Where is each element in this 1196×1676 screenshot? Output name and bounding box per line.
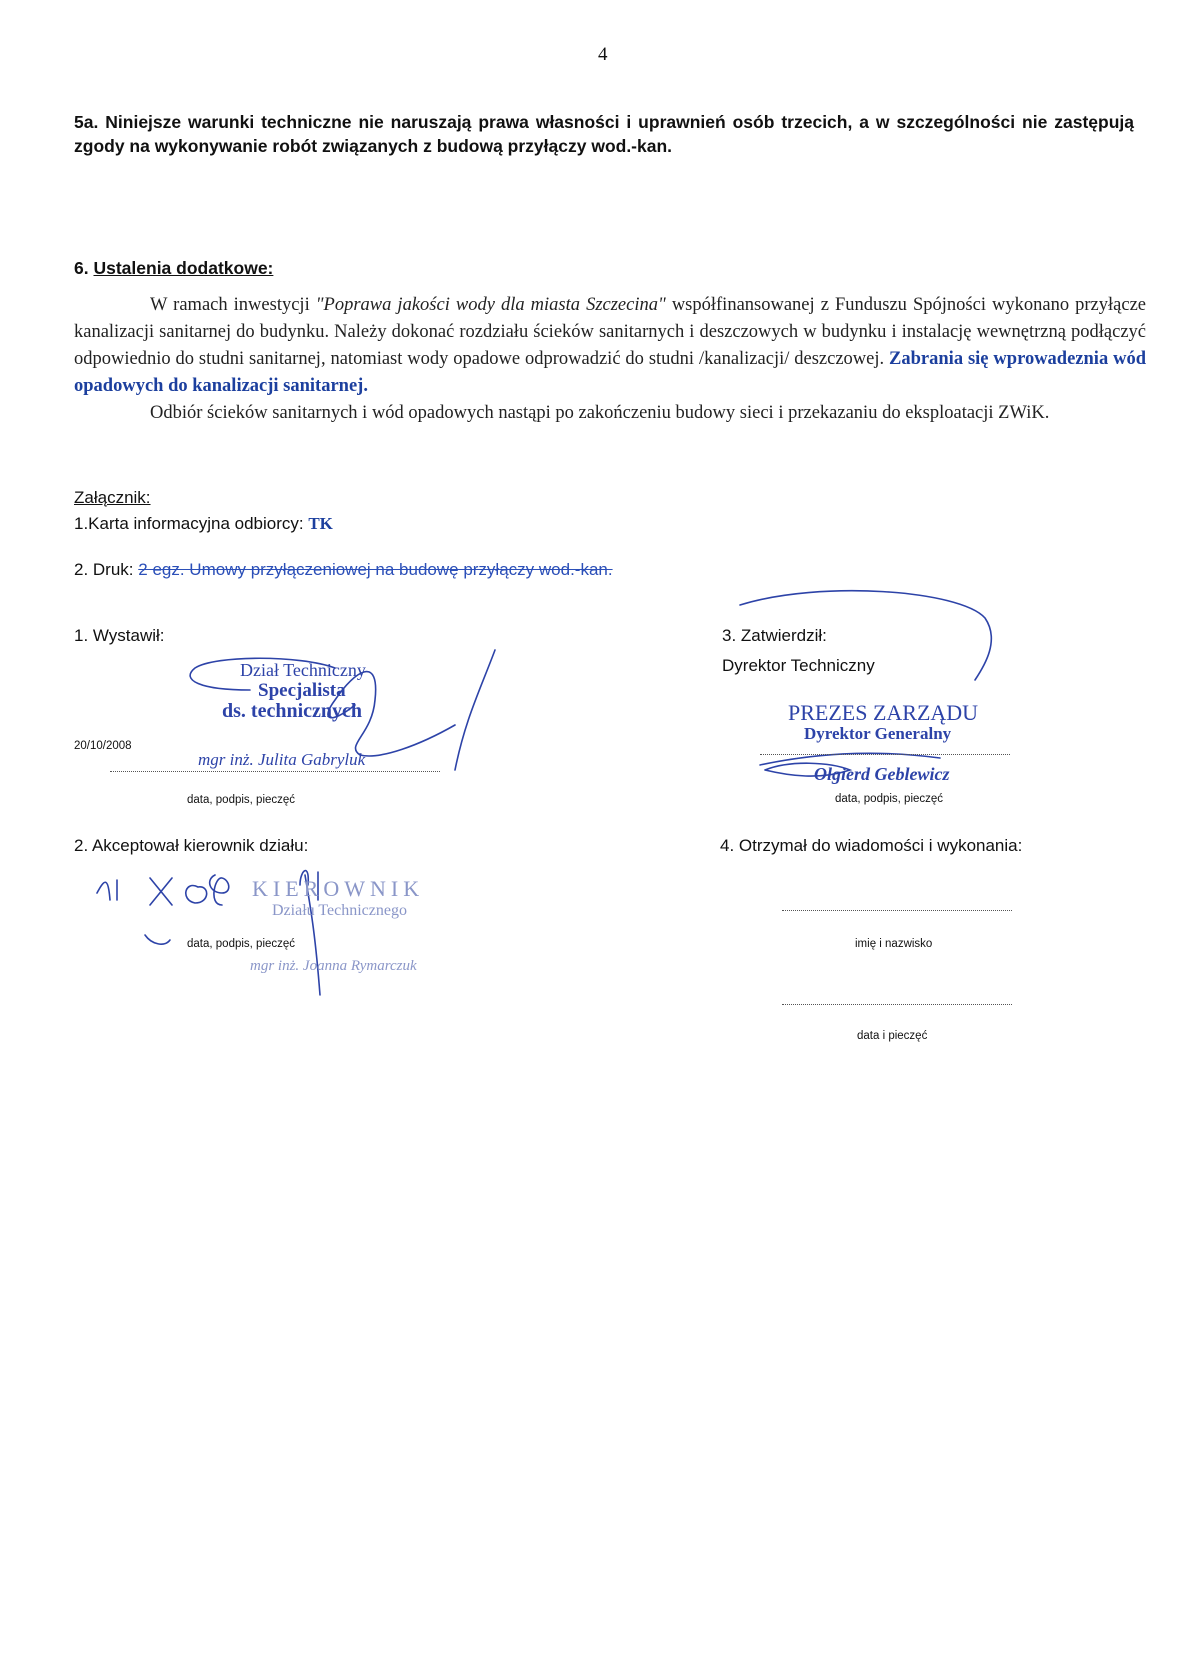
attachment-2-label: 2. Druk: xyxy=(74,560,134,579)
attachment-1-label: 1.Karta informacyjna odbiorcy: xyxy=(74,514,304,533)
issued-stamp-role: Specjalista xyxy=(258,680,346,701)
issued-signature-line xyxy=(110,771,440,772)
p1-text-a: W ramach inwestycji xyxy=(150,295,316,315)
section-5a xyxy=(74,110,1134,158)
approved-stamp-title: PREZES ZARZĄDU xyxy=(788,700,979,725)
accepted-caption: data, podpis, pieczęć xyxy=(187,938,296,950)
issued-name: mgr inż. Julita Gabryluk xyxy=(198,750,366,769)
attachment-2 xyxy=(74,560,613,580)
received-name-caption: imię i nazwisko xyxy=(855,938,933,950)
received-name-line xyxy=(782,910,1012,911)
approved-caption: data, podpis, pieczęć xyxy=(835,793,944,805)
issued-caption: data, podpis, pieczęć xyxy=(187,794,296,806)
section-5a-text: Niniejsze warunki techniczne nie naruszają prawa własności i uprawnień osób trzecich, a w szczególności nie zastępują zgody na wykonywanie robót związanych z budową przyłączy wod.-kan. xyxy=(74,112,1134,156)
page-number: 4 xyxy=(598,44,608,65)
section-6-title: Ustalenia dodatkowe: xyxy=(93,258,274,278)
accepted-stamp-title: KIEROWNIK xyxy=(252,876,425,901)
section-6-label: 6. xyxy=(74,258,89,278)
accepted-title: 2. Akceptował kierownik działu: xyxy=(74,836,309,855)
issued-stamp-dept: Dział Techniczny xyxy=(240,660,366,680)
issued-date: 20/10/2008 xyxy=(74,740,132,752)
approved-subtitle: Dyrektor Techniczny xyxy=(722,656,875,675)
section-5a-label: 5a. xyxy=(74,112,99,132)
section-6-paragraph-1 xyxy=(74,292,1146,400)
p1-text-b: współfinansowanej z Funduszu Spójności wykonano przyłącze kanalizacji sanitarnej do budynku. Należy dokonać rozdziału ścieków sanitarnych i deszczowych w budynku i instalację wewnętrzną podłączyć odpowiednio do studni sanitarnej, natomiast wody opadowe odprowadzić do studni /kanalizacji/ deszczowej. xyxy=(74,295,1146,369)
attachments-heading: Załącznik: xyxy=(74,488,151,507)
p1-prohibition: Zabrania się wprowadeznia wód opadowych do kanalizacji sanitarnej. xyxy=(74,349,1146,396)
section-6-body xyxy=(74,292,1146,427)
p1-investment-name: "Poprawa jakości wody dla miasta Szczecina" xyxy=(315,295,666,315)
received-title: 4. Otrzymał do wiadomości i wykonania: xyxy=(720,836,1023,855)
section-6-paragraph-2: Odbiór ścieków sanitarnych i wód opadowych nastąpi po zakończeniu budowy sieci i przekazaniu do eksploatacji ZWiK. xyxy=(150,403,1050,423)
accepted-name: mgr inż. Joanna Rymarczuk xyxy=(250,958,417,974)
approved-signature-line xyxy=(760,754,1010,755)
section-6-heading xyxy=(74,258,273,279)
received-date-line xyxy=(782,1004,1012,1005)
attachment-1-value: TK xyxy=(308,514,333,533)
accepted-stamp-dept: Działu Technicznego xyxy=(272,902,407,919)
approved-name: Olgierd Geblewicz xyxy=(814,764,950,784)
attachment-2-value: 2 egz. Umowy przyłączeniowej na budowę przyłączy wod.-kan. xyxy=(138,560,613,579)
approved-title: 3. Zatwierdził: xyxy=(722,626,827,645)
issued-stamp-role-2: ds. technicznych xyxy=(222,700,362,722)
received-date-caption: data i pieczęć xyxy=(857,1030,928,1042)
approved-stamp-role: Dyrektor Generalny xyxy=(804,724,952,743)
issued-title: 1. Wystawił: xyxy=(74,626,165,645)
attachment-1 xyxy=(74,514,333,534)
